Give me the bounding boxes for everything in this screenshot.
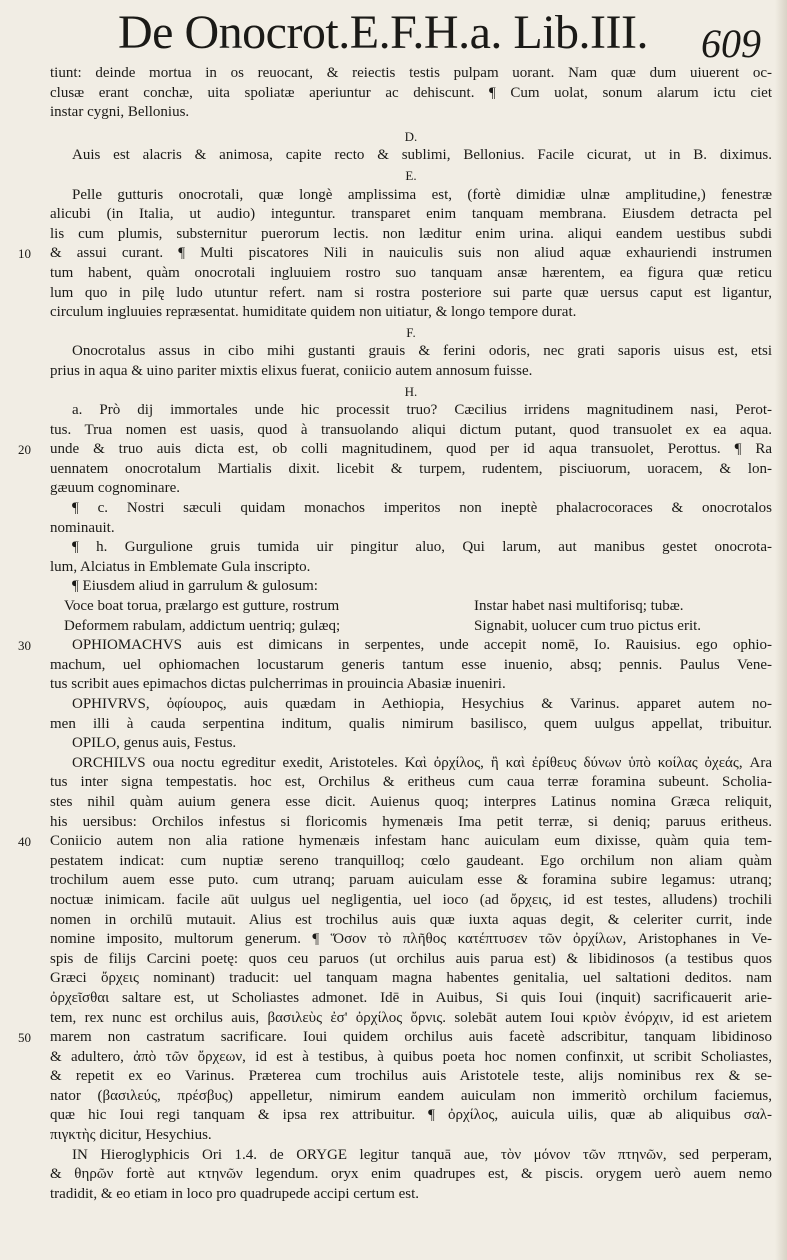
verse-line <box>50 597 772 617</box>
text-line <box>50 950 772 970</box>
line-text: ὀρχεῖσθαι saltare est, ut Scholiastes admonet. Idē in Auibus, Si quis Ioui (inquit) sacrificauerit arie- <box>50 989 772 1006</box>
line-text: lum, Alciatus in Emblemate Gula inscripto. <box>50 558 311 575</box>
line-text: tus inter signa tempestatis. hoc est, Orchilus & eritheus cum caua terræ foramina subeunt. Scholia- <box>50 774 772 791</box>
text-line <box>50 1009 772 1029</box>
text-line <box>50 84 772 104</box>
text-line <box>50 1146 772 1166</box>
text-line <box>50 103 772 123</box>
text-line <box>50 284 772 304</box>
line-text: stes nihil quàm auium genera esse dicit. Auienus quoq; interpres Latinus nomina Græca reliquit, <box>50 793 772 810</box>
line-text: & repetit ex eo Varinus. Præterea cum trochilus auis Aristotele teste, alijs nominibus rex & se- <box>50 1068 772 1085</box>
text-line <box>50 891 772 911</box>
line-text: marem non castratum sacrificare. Ioui quidem orchilus auis facetè adscribitur, tanquam libidinoso <box>50 1029 772 1046</box>
text-line <box>50 303 772 323</box>
line-text: OPILO, genus auis, Festus. <box>72 735 237 752</box>
line-number: 30 <box>18 638 31 654</box>
line-text: & θηρῶν fortè aut κτηνῶν legendum. oryx enim quadrupes est, & piscis. orygem uerò auem nemo <box>50 1166 772 1183</box>
text-line <box>50 577 772 597</box>
line-text: unde & truo auis dicta est, ob colli magnitudinem, quod per id aqua transuolet, Perottus. ¶ Ra <box>50 441 772 458</box>
line-text: OPHIVRVS, ὀφίουρος, auis quædam in Aethiopia, Hesychius & Varinus. apparet autem no- <box>72 696 772 712</box>
line-text: D. <box>404 128 418 144</box>
line-text: tus. Trua nomen est uasis, quod à transuolando aliqui dictum putant, quod transuolet ex ea aqua. <box>50 421 772 438</box>
text-line <box>50 362 772 382</box>
line-text: nominauit. <box>50 519 115 536</box>
line-text: Coniicio autem non alia ratione hymenæis infestam hanc auiculam eum dixisse, quàm quia tem- <box>50 833 772 850</box>
text-line <box>18 244 772 264</box>
text-line <box>50 64 772 84</box>
line-text: ¶ Eiusdem aliud in garrulum & gulosum: <box>72 578 318 595</box>
line-text: πιγκτὴς dicitur, Hesychius. <box>50 1127 212 1144</box>
line-text: nomine imposito, multorum generum. ¶ Ὅσον τὸ πλῆθος κατέπτυσεν τῶν ὀρχίλων, Aristophanes in Ve- <box>50 931 772 948</box>
text-line <box>50 871 772 891</box>
text-line <box>50 558 772 578</box>
line-text: E. <box>405 167 417 183</box>
page-gutter-shadow <box>775 0 787 1260</box>
line-text: tem, rex nunc est orchilus auis, βασιλεὺς ἐσ' ὀρχίλος ὄρνις. solebāt autem Ioui κριὸν ἐνόρχιν, id est arietem <box>50 1009 772 1026</box>
text-line <box>50 479 772 499</box>
page-header <box>0 0 787 74</box>
line-text: uennatem onocrotalum Martialis dixit. licebit & turpem, rudentem, pisciuorum, uoracem, & lon- <box>50 460 772 477</box>
text-line <box>50 969 772 989</box>
line-text: alicubi (in Italia, ut audio) integuntur. transparet enim tanquam membrana. Eiusdem detracta pel <box>50 206 772 223</box>
text-line <box>50 205 772 225</box>
text-line <box>50 715 772 735</box>
line-text: tus scribit aues epimachos dictas pulcherrimas in prouincia Abasiæ inueniri. <box>50 676 506 693</box>
line-text: H. <box>404 383 418 399</box>
section-letter <box>50 166 772 186</box>
body-text <box>18 64 772 1204</box>
text-line <box>50 911 772 931</box>
text-line <box>50 401 772 421</box>
text-line <box>50 538 772 558</box>
text-line <box>50 1067 772 1087</box>
line-text: noctuæ inimicam. facile aūt uulgus uel negligentia, uel ioco (ad ὄρχεις, id est testes, alludens) trochili <box>50 891 772 908</box>
line-number: 10 <box>18 246 31 262</box>
line-text: tum habent, quàm onocrotali ingluuiem rostro suo tanquam ansæ hærentem, ea figura quæ reticu <box>50 264 772 281</box>
text-line <box>18 1028 772 1048</box>
text-line <box>18 636 772 656</box>
line-text: prius in aqua & uino pariter mixtis elixus fuerat, coniicio autem annosum fuisse. <box>50 362 533 379</box>
text-line <box>50 813 772 833</box>
line-text: clusæ erant conchæ, uita spoliatæ aperiuntur ac dehiscunt. ¶ Cum uolat, sonum alarum ictu ciet <box>50 84 772 101</box>
section-letter <box>50 382 772 402</box>
text-line <box>50 225 772 245</box>
line-text: Pelle gutturis onocrotali, quæ longè amplissima est, (fortè dimidiæ ulnæ amplitudine,) fenestræ <box>72 186 772 203</box>
line-text: Græci ὄρχεις nominant) traducit: uel tanquam magna habentes genitalia, uel saltationi deditos. nam <box>50 970 772 987</box>
line-text: OPHIOMACHVS auis est dimicans in serpentes, unde accepit nomē, Io. Rauisius. ego ophio- <box>72 637 772 654</box>
text-line <box>50 264 772 284</box>
line-text: nomen in orchilū mutauit. Alius est trochilus auis quæ iuxta aquas degit, & celeriter currit, inde <box>50 911 772 928</box>
line-text: Auis est alacris & animosa, capite recto & sublimi, Bellonius. Facile cicurat, ut in B. diximus. <box>72 147 772 164</box>
line-text: & adultero, ἀπὸ τῶν ὄρχεων, id est à testibus, à quibus poeta hoc nomen confinxit, ut scribit Scholiastes, <box>50 1048 772 1065</box>
line-text: F. <box>406 324 416 340</box>
line-text: IN Hieroglyphicis Ori 1.4. de ORYGE legitur tanquā aue, τὸν μόνον τῶν πτηνῶν, sed perperam, <box>72 1146 772 1163</box>
line-text: nator (βασιλεύς, πρέσβυς) appelletur, nimirum eandem auiculam non immeritò orchilum faciemus, <box>50 1087 772 1104</box>
text-line <box>18 440 772 460</box>
text-line <box>50 793 772 813</box>
section-letter <box>50 323 772 343</box>
verse-line <box>50 617 772 637</box>
line-text: & assui curant. ¶ Multi piscatores Nili in nauiculis suis non aliud aquæ exhauriendi instrumen <box>50 245 772 262</box>
text-line <box>50 675 772 695</box>
line-text: quæ hic Ioui regi tanquam & ipsa rex attribuitur. ¶ ὀρχίλος, auicula uilis, quæ ab aliquibus σαλ- <box>50 1107 772 1124</box>
text-line <box>50 460 772 480</box>
line-text: a. Prò dij immortales unde hic processit truo? Cæcilius irridens magnitudinem nasi, Perot- <box>72 402 772 419</box>
text-line <box>50 773 772 793</box>
page-number: 609 <box>701 21 761 66</box>
line-text: his uersibus: Orchilos infestus si floricomis hymenæis Ima petit terræ, si deniq; paruus eritheus. <box>50 813 772 830</box>
text-line <box>50 421 772 441</box>
section-letter <box>50 127 772 147</box>
line-number: 40 <box>18 834 31 850</box>
text-line <box>50 1106 772 1126</box>
line-number: 20 <box>18 442 31 458</box>
text-line <box>18 832 772 852</box>
line-text: tradidit, & eo etiam in loco pro quadrupede accipi certum est. <box>50 1185 420 1202</box>
verse-half: Deformem rabulam, addictum uentriq; gulæq; <box>64 617 341 634</box>
line-text: gæuum cognominare. <box>50 480 180 497</box>
text-line <box>50 1126 772 1146</box>
running-title: De Onocrot.E.F.H.a. Lib.III. <box>118 6 649 59</box>
text-line <box>50 1048 772 1068</box>
line-text: spis de filijs Carcini poetę: quos ceu paruos (ut orchilus auis parua est) & libidinosos (a testibus quos <box>50 950 772 967</box>
line-text: lum quo in pilę ludo utuntur refert. nam si rostra posteriore sui parte quæ uersus caput est ligantur, <box>50 284 772 301</box>
line-text: pestatem indicat: cum nuptiæ sereno tranquilloq; cœlo gaudeant. Ego orchilum non aliam quàm <box>50 852 772 869</box>
text-line <box>50 519 772 539</box>
line-text: trochilum auem esse puto. cum utranq; paruam auiculam esse & foramina subire legamus: utranq; <box>50 872 772 889</box>
text-line <box>50 499 772 519</box>
line-text: Onocrotalus assus in cibo mihi gustanti grauis & ferini odoris, nec grati saporis uisus est, etsi <box>72 343 772 360</box>
text-line <box>50 754 772 774</box>
line-text: ORCHILVS oua noctu egreditur exedit, Aristoteles. Καὶ ὀρχίλος, ἢ καὶ ἐρίθευς δύνων ὑπὸ κοίλας ὀχεάς, Ara <box>72 754 772 771</box>
text-line <box>50 146 772 166</box>
line-text: instar cygni, Bellonius. <box>50 104 190 121</box>
verse-half: Instar habet nasi multiforisq; tubæ. <box>474 598 684 615</box>
verse-half: Voce boat torua, prælargo est gutture, rostrum <box>64 598 340 615</box>
line-text: tiunt: deinde mortua in os reuocant, & reiectis testis pulpam uorant. Nam quæ dum uiuerent oc- <box>50 65 772 81</box>
text-line <box>50 1185 772 1205</box>
text-line <box>50 1165 772 1185</box>
verse-half: Signabit, uolucer cum truo pictus erit. <box>474 617 702 634</box>
text-line <box>50 852 772 872</box>
line-text: men illi à cauda serpentina inditum, qualis nimirum basilisco, quem uulgus appellat, tribuitur. <box>50 715 772 732</box>
line-number: 50 <box>18 1030 31 1046</box>
line-text: circulum ingluuies repræsentat. humiditate quidem non uitiatur, & longo tempore durat. <box>50 304 577 321</box>
text-line <box>50 989 772 1009</box>
text-line <box>50 186 772 206</box>
text-line <box>50 342 772 362</box>
line-text: ¶ h. Gurgulione gruis tumida uir pingitur aluo, Qui larum, aut manibus gestet onocrota- <box>72 539 772 556</box>
text-line <box>50 695 772 715</box>
text-line <box>50 656 772 676</box>
text-line <box>50 1087 772 1107</box>
line-text: ¶ c. Nostri sæculi quidam monachos imperitos non ineptè phalacrocoraces & onocrotalos <box>72 500 772 517</box>
text-line <box>50 930 772 950</box>
line-text: lis cum plumis, substernitur puerorum lectis. non læditur enim urina. aliqui eandem uestibus subdi <box>50 225 772 242</box>
line-text: machum, uel ophiomachen locustarum generis tantum esse inuenio, absq; pennis. Paulus Vene- <box>50 656 772 673</box>
text-line <box>50 734 772 754</box>
